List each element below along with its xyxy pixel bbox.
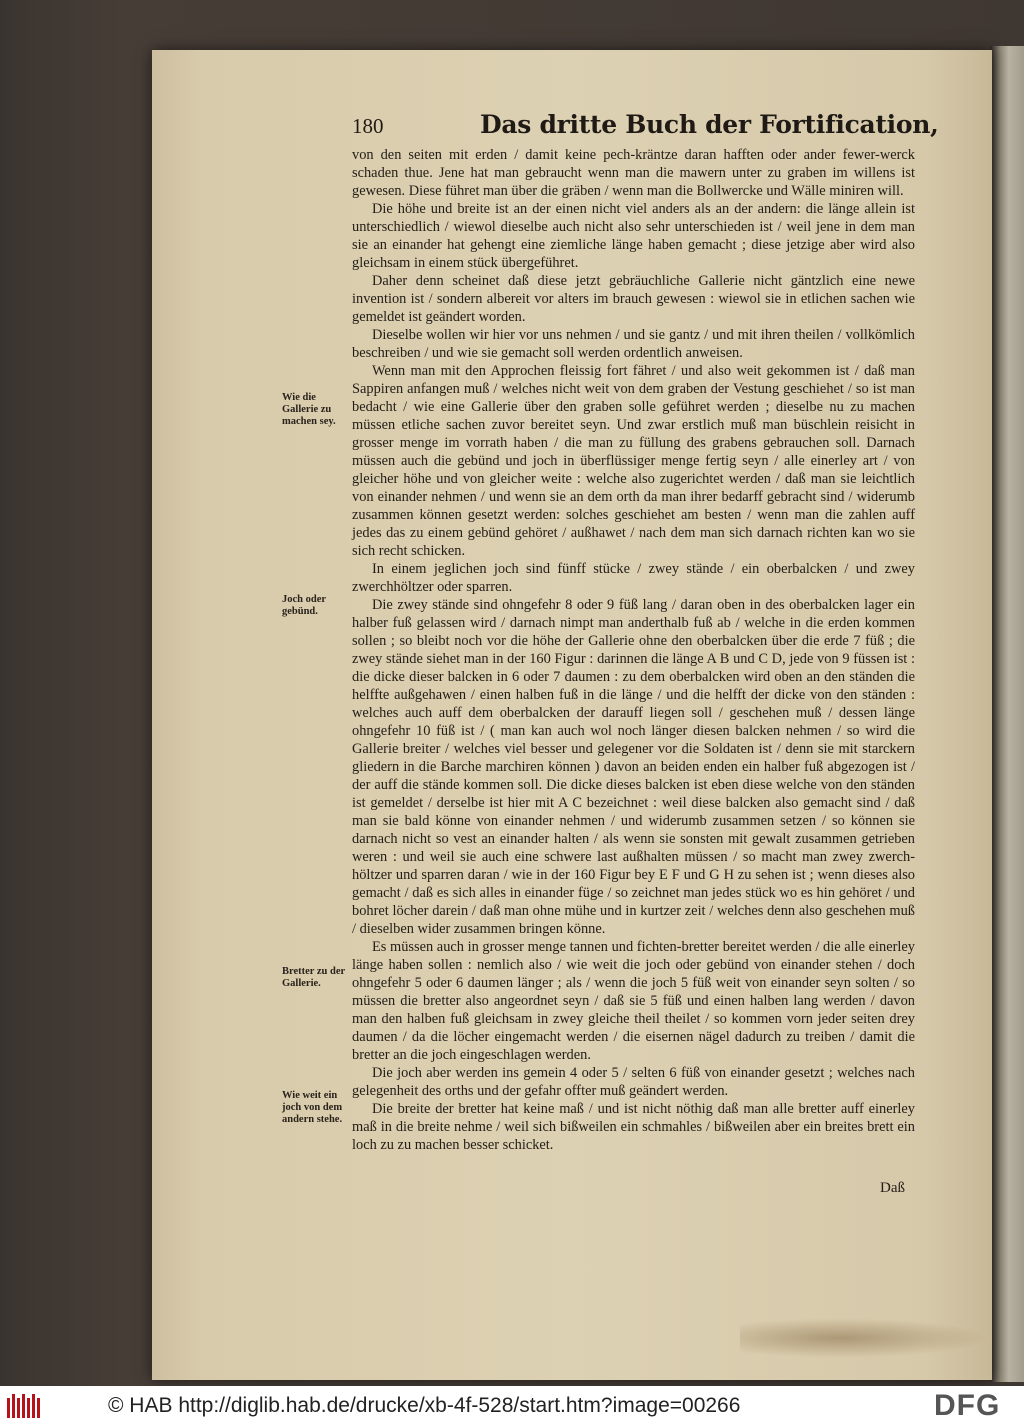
margin-note: Joch oder gebünd. bbox=[282, 594, 326, 617]
paragraph: Wenn man mit den Approchen fleissig fort fähret / und also weit gekommen ist / daß man Sappiren anfangen muß / welches nicht weit von dem graben der Vestung geschiehet / so ist man bedacht / wie eine Gallerie über den graben solle geführet werden ; dieselbe nu zu machen müssen etliche sachen zuvor bereitet seyn. Und zwar erstlich muß man büschlein reisicht in grosser menge im vorrath haben / die man zu füllung des grabens gebrauchen soll. Darnach müssen auch die gebünd und joch in überflüssiger menge fertig seyn / alle einerley art / von gleicher höhe und von gleicher weite : welche also zugerichtet werden / daß man sie leichtlich von einander nehmen / und wenn sie an dem orth da man ihrer bedarff gebracht sind / widerumb zusammen können gesetzt werden: solches geschiehet am besten / wenn man die zahlen auff jedes das zu einem gebünd gehöret / außhawet / nach dem man sich darnach richten kan wo sie sich recht schicken. bbox=[352, 363, 915, 559]
citation-link[interactable]: © HAB http://diglib.hab.de/drucke/xb-4f-528/start.htm?image=00266 bbox=[108, 1394, 741, 1417]
water-stain bbox=[740, 1318, 990, 1358]
catchword: Daß bbox=[880, 1180, 905, 1196]
dfg-logo: DFG bbox=[934, 1389, 1001, 1422]
paragraph: von den seiten mit erden / damit keine pech-kräntze daran hafften oder ander fewer-werck schaden thue. Jene hat man gebraucht wenn man die mawern unter zu graben im willens ist gewesen. Diese führet man über die gräben / wenn man die Bollwercke und Wälle miniren will. bbox=[352, 147, 915, 199]
page-header bbox=[352, 110, 939, 144]
paragraph: Daher denn scheinet daß diese jetzt gebräuchliche Gallerie nicht gäntzlich eine newe invention ist / sondern albereit vor alters im brauch gewesen : wiewol sie in etlichen sachen wie gemeldet ist geändert worden. bbox=[352, 273, 915, 325]
hab-logo-icon bbox=[6, 1392, 42, 1420]
margin-note: Wie weit ein joch von dem andern stehe. bbox=[282, 1090, 343, 1125]
book-edge bbox=[990, 46, 1024, 1382]
page-number: 180 bbox=[352, 114, 384, 138]
body-text bbox=[352, 146, 915, 1154]
paragraph: Die joch aber werden ins gemein 4 oder 5 / selten 6 füß von einander gesetzt ; welches nach gelegenheit des orths und der gefahr offter muß geändert werden. bbox=[352, 1065, 915, 1099]
paragraph: In einem jeglichen joch sind fünff stücke / zwey stände / ein oberbalcken / und zwey zwerchhöltzer oder sparren. bbox=[352, 561, 915, 595]
footer-bar bbox=[0, 1386, 1024, 1426]
margin-note: Bretter zu der Gallerie. bbox=[282, 966, 345, 989]
paragraph: Die breite der bretter hat keine maß / und ist nicht nöthig daß man alle bretter auff einerley maß in die breite nehme / weil sich bißweilen ein schmahles / bißweilen aber ein breites brett ein loch zu zu machen besser schicket. bbox=[352, 1101, 915, 1153]
paragraph: Die zwey stände sind ohngefehr 8 oder 9 füß lang / daran oben in des oberbalcken lager ein halber fuß gelassen wird / darnach nimpt man anderthalb fuß ab / welche in die erden kommen sollen ; so bleibt noch vor die höhe der Gallerie ohne den oberbalcken über die erde 7 füß ; die zwey stände siehet man in der 160 Figur : darinnen die länge A B und C D, jede von 9 füssen ist : die dicke dieser balcken in 6 oder 7 daumen : zu dem oberbalcken wird oben an den ständen die helffte außgehawen / einen halben fuß in die länge / und die helfft der dicke von den ständen : welches auch auff dem oberbalcken der darauff liegen soll / geschehen muß / dessen länge ohngefehr 10 füß ist / ( man kan auch wol noch länger diesen balcken nehmen / so wird die Gallerie breiter / welches viel besser und gelegener vor die Soldaten ist / denn sie mit starckern gliedern in die Barche marchiren können ) davon an beiden enden ein halber fuß abgezogen ist / der auff die stände kommen soll. Die dicke dieses balcken ist eben diese welche von den ständen ist gemeldet / derselbe ist hier mit A C bezeichnet : weil diese balcken also gemacht sind / daß man sie bald könne von einander nehmen / und widerumb zusammen setzen / so können sie darnach nicht so vest an einander halten / als wenn sie sonsten mit gewalt zusammen getrieben weren : und weil sie auch eine schwere last außhalten müssen / so macht man zwey zwerch-höltzer und sparren daran / wie in der 160 Figur bey E F und G H zu sehen ist ; wenn dieses also gemacht / daß es sich alles in einander füge / so zeichnet man jedes stück wo es hin gehöret / und bohret löcher darein / daß man ohne mühe und in kurtzer zeit / welches denn also geschehen muß / dieselben wider zusammen bringen könne. bbox=[352, 597, 915, 937]
margin-note: Wie die Gallerie zu machen sey. bbox=[282, 392, 336, 427]
paragraph: Es müssen auch in grosser menge tannen und fichten-bretter bereitet werden / die alle einerley länge haben sollen : nemlich also / wie weit die joch oder gebünd von einander stehen / doch ohngefehr 5 oder 6 daumen länger ; als / wenn die joch 5 füß weit von einander seyn solten / so müssen die bretter also angeordnet seyn / daß sie 5 füß und einen halben lang werden / davon man den halben fuß gleichsam in zwey gleiche theil theilet / so kommen vorn jeder seiten drey daumen / da die löcher eingemacht werden / die eisernen nägel dadurch zu treiben / damit die bretter an die joch eingeschlagen werden. bbox=[352, 939, 915, 1063]
paragraph: Die höhe und breite ist an der einen nicht viel anders als an der andern: die länge allein ist unterschiedlich / wiewol dieselbe auch nicht also sehr unterschieden ist / weil jene in dem man sie an einander hat gehengt eine ziemliche länge haben gemacht ; diese jetzige aber wird also gleichsam in einem stück übergeführet. bbox=[352, 201, 915, 271]
running-title: Das dritte Buch der Fortification, bbox=[480, 110, 939, 139]
paragraph: Dieselbe wollen wir hier vor uns nehmen / und sie gantz / und mit ihren theilen / vollkömlich beschreiben / und wie sie gemacht soll werden ordentlich anweisen. bbox=[352, 327, 915, 361]
